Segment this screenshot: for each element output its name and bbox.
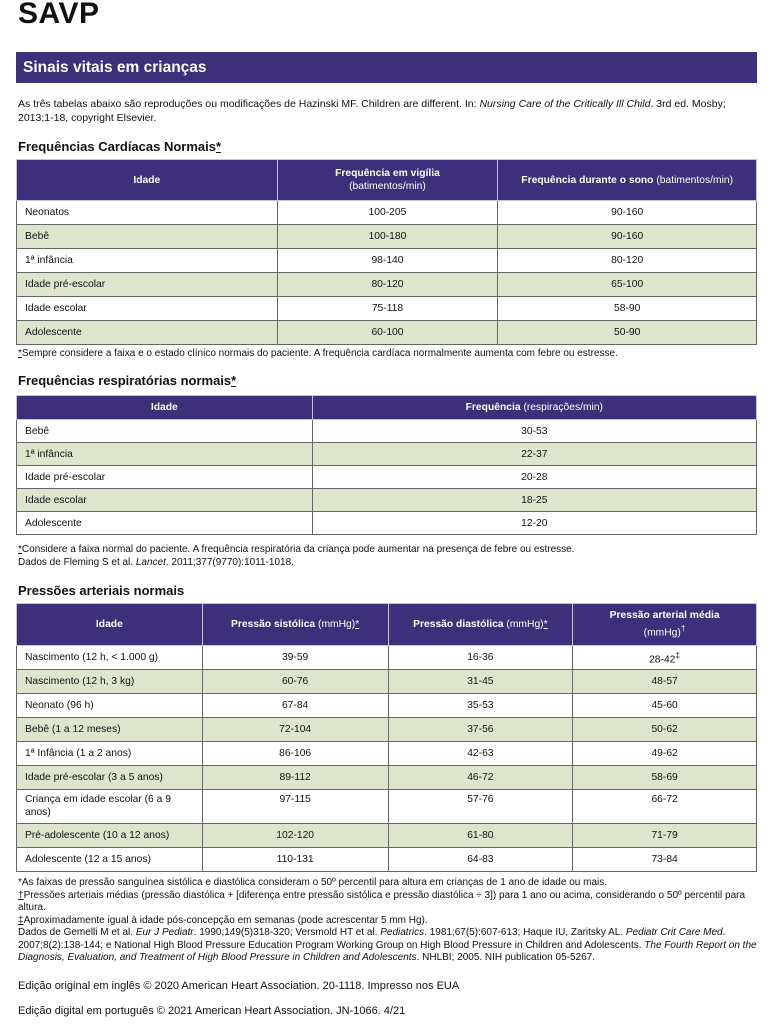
col-header-age: Idade bbox=[17, 160, 278, 201]
resp-rate-heading-text: Frequências respiratórias normais bbox=[18, 373, 232, 388]
value-cell: 12-20 bbox=[312, 512, 756, 535]
value-cell bbox=[388, 742, 573, 766]
age-cell: Adolescente bbox=[17, 512, 313, 535]
footnote-text: As faixas de pressão sanguínea sistólica e diastólica consideram o 50º percentil para altura em crianças de 1 ano de idade ou mais. bbox=[21, 877, 608, 888]
value-text: 72-104 bbox=[279, 724, 312, 735]
col-header-resp-label: Frequência bbox=[465, 402, 521, 413]
col-header-awake-label: Frequência em vigília bbox=[335, 168, 440, 179]
age-cell: Bebê bbox=[17, 420, 313, 443]
age-cell bbox=[17, 766, 203, 790]
value-cell bbox=[388, 646, 573, 670]
heart-rate-heading-text: Frequências Cardíacas Normais bbox=[18, 139, 216, 154]
age-cell bbox=[17, 670, 203, 694]
value-cell bbox=[573, 670, 757, 694]
source-journal: Eur J Pediatr bbox=[135, 927, 194, 938]
intro-text-end: . 3rd ed. Mosby; 2013:1-18, copyright Elsevier. bbox=[18, 98, 726, 124]
age-label: Adolescente (12 a 15 anos) bbox=[25, 854, 151, 865]
col-header-mean-label: Pressão arterial média bbox=[609, 610, 720, 622]
value-cell bbox=[573, 790, 757, 824]
table-row bbox=[17, 420, 757, 443]
footnote-text: Sempre considere a faixa e o estado clínico normais do paciente. A frequência cardíaca normalmente aumenta com febre ou estresse. bbox=[21, 348, 618, 359]
age-cell bbox=[17, 742, 203, 766]
col-header-resp-unit: (respirações/min) bbox=[523, 402, 603, 413]
table-row bbox=[17, 694, 757, 718]
footnote-mark: ‡ bbox=[675, 649, 681, 660]
bp-footnote-2 bbox=[18, 890, 758, 915]
value-cell: 100-205 bbox=[277, 201, 498, 225]
value-text: 60-76 bbox=[281, 676, 309, 687]
value-text: 57-76 bbox=[467, 794, 494, 805]
value-cell: 75-118 bbox=[277, 297, 498, 321]
value-cell bbox=[573, 824, 757, 848]
value-cell bbox=[573, 646, 757, 670]
footnote-text: Pressões arteriais médias (pressão diastólica + [diferença entre pressão sistólica e pressão diastólica ÷ 3]) para 1 ano ou acima, considerando o 50º percentil para altura. bbox=[18, 889, 746, 913]
value-cell: 18-25 bbox=[312, 489, 756, 512]
age-label: Idade pré-escolar (3 a 5 anos) bbox=[25, 772, 163, 783]
value-cell: 20-28 bbox=[312, 466, 756, 489]
value-cell bbox=[202, 670, 388, 694]
age-cell: 1ª infância bbox=[17, 443, 313, 466]
bp-table bbox=[16, 603, 757, 872]
source-journal: The Fourth Report on the Diagnosis, Evaluation, and Treatment of High Blood Pressure in Children and Adolescents bbox=[18, 939, 757, 963]
age-cell: Idade pré-escolar bbox=[17, 273, 278, 297]
section-banner: Sinais vitais em crianças bbox=[16, 52, 757, 83]
value-text: 67-84 bbox=[281, 700, 309, 711]
value-text: 64-83 bbox=[467, 854, 494, 865]
col-header-awake-unit: (batimentos/min) bbox=[349, 181, 426, 192]
value-cell bbox=[573, 766, 757, 790]
value-cell bbox=[388, 824, 573, 848]
age-cell: Adolescente bbox=[17, 321, 278, 345]
table-row bbox=[17, 201, 757, 225]
value-cell bbox=[202, 848, 388, 872]
value-cell: 65-100 bbox=[498, 273, 757, 297]
age-cell: Bebê bbox=[17, 225, 278, 249]
footnote-mark: ‡ bbox=[18, 914, 24, 926]
heart-rate-heading-mark: * bbox=[215, 139, 222, 154]
value-text: 58-69 bbox=[651, 772, 678, 783]
value-cell: 60-100 bbox=[277, 321, 498, 345]
value-text: 89-112 bbox=[279, 772, 311, 783]
value-cell: 100-180 bbox=[277, 225, 498, 249]
col-header-diastolic-label: Pressão diastólica bbox=[413, 619, 504, 630]
value-text: 102-120 bbox=[276, 830, 315, 841]
source-text-end: . 2011;377(9770):1011-1018. bbox=[165, 556, 294, 568]
value-text: 71-79 bbox=[651, 830, 678, 841]
value-text: 48-57 bbox=[651, 676, 678, 687]
value-text: 35-53 bbox=[467, 700, 494, 711]
value-cell bbox=[202, 742, 388, 766]
value-cell: 22-37 bbox=[312, 443, 756, 466]
table-row bbox=[17, 646, 757, 670]
value-cell bbox=[202, 694, 388, 718]
table-row bbox=[17, 489, 757, 512]
col-header-systolic bbox=[202, 604, 388, 646]
value-cell bbox=[388, 670, 573, 694]
col-header-awake bbox=[277, 160, 498, 201]
source-journal: Pediatrics bbox=[380, 927, 425, 938]
col-header-diastolic-mark: * bbox=[543, 619, 548, 630]
bp-footnotes bbox=[18, 877, 758, 965]
value-cell: 98-140 bbox=[277, 249, 498, 273]
value-cell: 58-90 bbox=[498, 297, 757, 321]
value-cell: 50-90 bbox=[498, 321, 757, 345]
value-text: 49-62 bbox=[651, 748, 678, 759]
footnote-mark: † bbox=[18, 889, 24, 901]
value-text: 31-45 bbox=[467, 676, 494, 687]
value-cell bbox=[202, 766, 388, 790]
table-row bbox=[17, 824, 757, 848]
table-row bbox=[17, 718, 757, 742]
value-text: 16-36 bbox=[467, 652, 494, 663]
value-text: 61-80 bbox=[467, 830, 494, 841]
col-header-sleep-unit: (batimentos/min) bbox=[656, 174, 734, 186]
value-cell bbox=[573, 742, 757, 766]
table-row bbox=[17, 273, 757, 297]
age-label: Pré-adolescente (10 a 12 anos) bbox=[25, 830, 170, 841]
value-cell bbox=[202, 646, 388, 670]
value-text: 42-63 bbox=[467, 748, 494, 759]
value-cell bbox=[202, 718, 388, 742]
age-label: Neonato (96 h) bbox=[25, 700, 94, 711]
value-cell bbox=[388, 694, 573, 718]
intro-book-title: Nursing Care of the Critically Ill Child bbox=[479, 98, 651, 110]
col-header-resp bbox=[312, 396, 756, 420]
age-cell bbox=[17, 694, 203, 718]
footnote-text: Aproximadamente igual à idade pós-concepção em semanas (pode acrescentar 5 mm Hg). bbox=[23, 914, 428, 926]
value-text: 66-72 bbox=[651, 794, 678, 805]
source-text: . NHLBI; 2005. NIH publication 05-5267. bbox=[416, 952, 595, 963]
col-header-systolic-mark: * bbox=[355, 619, 360, 630]
table-row bbox=[17, 443, 757, 466]
value-cell: 80-120 bbox=[277, 273, 498, 297]
value-cell bbox=[388, 766, 573, 790]
table-header-row bbox=[17, 160, 757, 201]
age-cell bbox=[17, 790, 203, 824]
table-row bbox=[17, 466, 757, 489]
heart-rate-table bbox=[16, 159, 757, 345]
col-header-sleep-label: Frequência durante o sono bbox=[521, 174, 654, 186]
value-text: 45-60 bbox=[651, 700, 678, 711]
col-header-systolic-unit: (mmHg) bbox=[318, 619, 356, 630]
bp-sources bbox=[18, 927, 758, 965]
intro-paragraph bbox=[18, 97, 758, 125]
value-text: 46-72 bbox=[467, 772, 494, 783]
age-cell: Idade escolar bbox=[17, 297, 278, 321]
value-cell bbox=[202, 824, 388, 848]
age-label: Bebê (1 a 12 meses) bbox=[25, 724, 121, 735]
footnote-text: Considere a faixa normal do paciente. A frequência respiratória da criança pode aumentar na presença de febre ou estresse. bbox=[21, 544, 575, 555]
age-cell bbox=[17, 718, 203, 742]
footnote-mark: * bbox=[18, 877, 22, 888]
source-text: Dados de Gemelli M et al. bbox=[18, 927, 136, 938]
value-text: 86-106 bbox=[279, 748, 312, 759]
source-text: . 1981;67(5):607-613; Haque IU, Zaritsky AL. bbox=[424, 927, 626, 938]
resp-rate-heading bbox=[18, 373, 236, 388]
value-cell bbox=[388, 790, 573, 824]
table-header-row bbox=[17, 604, 757, 646]
bp-footnote-3 bbox=[18, 915, 758, 928]
heart-rate-heading bbox=[18, 139, 221, 154]
bp-footnote-1 bbox=[18, 877, 758, 890]
age-cell bbox=[17, 646, 203, 670]
table-row bbox=[17, 766, 757, 790]
intro-text: As três tabelas abaixo são reproduções ou modificações de Hazinski MF. Children are different. In: bbox=[18, 98, 480, 110]
age-cell: Idade escolar bbox=[17, 489, 313, 512]
table-row bbox=[17, 512, 757, 535]
value-text: 73-84 bbox=[651, 854, 678, 865]
table-row bbox=[17, 790, 757, 824]
resp-rate-table bbox=[16, 395, 757, 535]
value-text: 97-115 bbox=[279, 794, 311, 805]
table-header-row bbox=[17, 396, 757, 420]
value-text: 28-42 bbox=[649, 654, 676, 666]
age-label: 1ª Infância (1 a 2 anos) bbox=[25, 748, 132, 759]
value-text: 110-131 bbox=[276, 854, 314, 865]
age-cell bbox=[17, 824, 203, 848]
source-journal: Pediatr Crit Care Med bbox=[625, 927, 723, 938]
table-row bbox=[17, 297, 757, 321]
age-cell: Idade pré-escolar bbox=[17, 466, 313, 489]
age-label: Nascimento (12 h, < 1.000 g) bbox=[25, 652, 159, 663]
age-label: Criança em idade escolar (6 a 9 anos) bbox=[25, 794, 171, 818]
value-cell bbox=[573, 718, 757, 742]
table-row bbox=[17, 249, 757, 273]
value-text: 50-62 bbox=[651, 724, 678, 735]
col-header-sleep bbox=[498, 160, 757, 201]
source-text: . 2007;8(2):138-144; e National High Blood Pressure Education Program Working Group on High Blood Pressure in Children and Adolescents. bbox=[18, 927, 726, 951]
resp-rate-footnote bbox=[18, 544, 758, 569]
value-cell bbox=[202, 790, 388, 824]
age-cell bbox=[17, 848, 203, 872]
table-row bbox=[17, 321, 757, 345]
value-cell bbox=[573, 848, 757, 872]
value-cell bbox=[388, 848, 573, 872]
col-header-systolic-label: Pressão sistólica bbox=[231, 619, 316, 630]
source-text: . 1990;149(5)318-320; Versmold HT et al. bbox=[193, 927, 381, 938]
col-header-mean-unit: (mmHg) bbox=[643, 627, 681, 639]
col-header-age: Idade bbox=[17, 396, 313, 420]
col-header-mean-mark: † bbox=[680, 623, 686, 634]
edition-digital: Edição digital em português © 2021 American Heart Association. JN-1066. 4/21 bbox=[18, 1005, 406, 1017]
value-cell: 30-53 bbox=[312, 420, 756, 443]
value-cell bbox=[573, 694, 757, 718]
col-header-mean bbox=[573, 604, 757, 646]
resp-rate-heading-mark: * bbox=[231, 373, 237, 388]
source-journal: Lancet bbox=[135, 556, 166, 568]
table-row bbox=[17, 225, 757, 249]
value-cell: 90-160 bbox=[498, 201, 757, 225]
bp-heading: Pressões arteriais normais bbox=[18, 583, 185, 598]
heart-rate-footnote bbox=[18, 348, 758, 361]
edition-original: Edição original em inglês © 2020 American Heart Association. 20-1118. Impresso nos EUA bbox=[18, 980, 460, 992]
age-label: Nascimento (12 h, 3 kg) bbox=[25, 676, 135, 687]
col-header-diastolic bbox=[388, 604, 573, 646]
value-cell bbox=[388, 718, 573, 742]
footnote-mark: * bbox=[18, 544, 22, 555]
col-header-diastolic-unit: (mmHg) bbox=[506, 619, 544, 630]
table-row bbox=[17, 742, 757, 766]
col-header-age: Idade bbox=[17, 604, 203, 646]
value-cell: 80-120 bbox=[498, 249, 757, 273]
footnote-mark: * bbox=[18, 348, 22, 359]
value-text: 39-59 bbox=[281, 652, 309, 663]
value-cell: 90-160 bbox=[498, 225, 757, 249]
age-cell: Neonatos bbox=[17, 201, 278, 225]
source-text: Dados de Fleming S et al. bbox=[18, 556, 136, 568]
table-row bbox=[17, 848, 757, 872]
page-title: SAVP bbox=[18, 0, 100, 30]
value-text: 37-56 bbox=[467, 724, 494, 735]
table-row bbox=[17, 670, 757, 694]
age-cell: 1ª infância bbox=[17, 249, 278, 273]
